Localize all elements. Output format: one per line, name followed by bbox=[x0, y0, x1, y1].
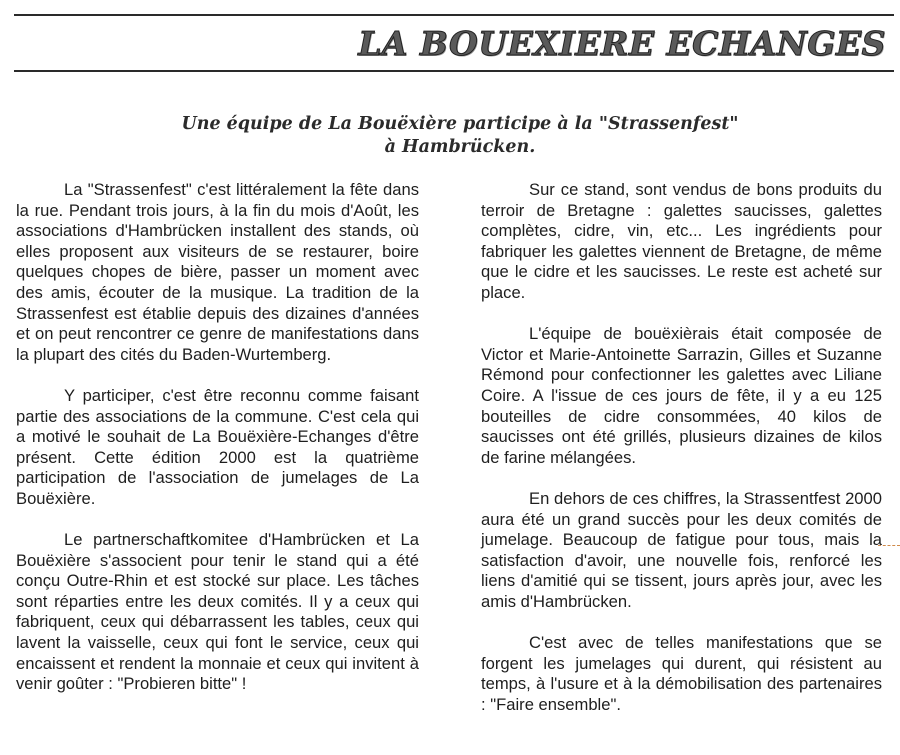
article-headline bbox=[120, 113, 800, 159]
headline-line-1: Une équipe de La Bouëxière participe à la "Strassenfest" bbox=[181, 114, 739, 134]
paragraph: Le partnerschaftkomitee d'Hambrücken et La Bouëxière s'associent pour tenir le stand qui a été conçu Outre-Rhin et est stocké sur place. Les tâches sont réparties entre les deux comités. Il y a ceux qui fabriquent, ceux qui débarrassent les tables, ceux qui lavent la vaisselle, ceux qui font le service, ceux qui encaissent et rendent la monnaie et ceux qui invitent à venir goûter : "Probieren bitte" ! bbox=[16, 530, 419, 694]
paragraph: En dehors de ces chiffres, la Strassentfest 2000 aura été un grand succès pour les deux comités de jumelage. Beaucoup de fatigue pour tous, mais la satisfaction d'avoir, une nouvelle fois, renforcé les liens d'amitié qui se tissent, jours après jour, avec les amis d'Hambrücken. bbox=[481, 488, 882, 611]
paragraph: Y participer, c'est être reconnu comme faisant partie des associations de la commune. C'est cela qui a motivé le souhait de La Bouëxière-Echanges d'être présent. Cette édition 2000 est la quatrième participation de l'association de jumelages de La Bouëxière. bbox=[16, 385, 419, 508]
paragraph: Sur ce stand, sont vendus de bons produits du terroir de Bretagne : galettes saucisses, galettes complètes, cidre, vin, etc... Les ingrédients pour fabriquer les galettes viennent de Bretagne, de même que le cidre et les saucisses. Le reste est acheté sur place. bbox=[481, 180, 882, 302]
left-column bbox=[16, 180, 419, 695]
headline-line-2: à Hambrücken. bbox=[384, 137, 536, 157]
right-column bbox=[481, 180, 882, 715]
masthead-top-rule bbox=[14, 14, 894, 16]
paragraph: C'est avec de telles manifestations que se forgent les jumelages qui durent, qui résistent au temps, à l'usure et à la démobilisation des partenaires : "Faire ensemble". bbox=[481, 633, 882, 714]
masthead-title: LA BOUEXIERE ECHANGES bbox=[358, 24, 886, 63]
paragraph: L'équipe de bouëxièrais était composée de Victor et Marie-Antoinette Sarrazin, Gilles et Suzanne Rémond pour confectionner les galettes avec Liliane Coire. A l'issue de ces jours de fête, il y a eu 125 bouteilles de cidre consommées, 40 kilos de saucisses ont été grillés, plusieurs dizaines de kilos de farine mélangées. bbox=[481, 324, 882, 467]
masthead-bottom-rule bbox=[14, 70, 894, 72]
scan-margin-mark bbox=[878, 545, 900, 547]
paragraph: La "Strassenfest" c'est littéralement la fête dans la rue. Pendant trois jours, à la fin du mois d'Août, les associations d'Hambrücken installent des stands, où elles proposent aux visiteurs de se restaurer, boire quelques chopes de bière, passer un moment avec des amis, écouter de la musique. La tradition de la Strassenfest est établie depuis des dizaines d'années et on peut rencontrer ce genre de manifestations dans la plupart des cités du Baden-Wurtemberg. bbox=[16, 180, 419, 364]
